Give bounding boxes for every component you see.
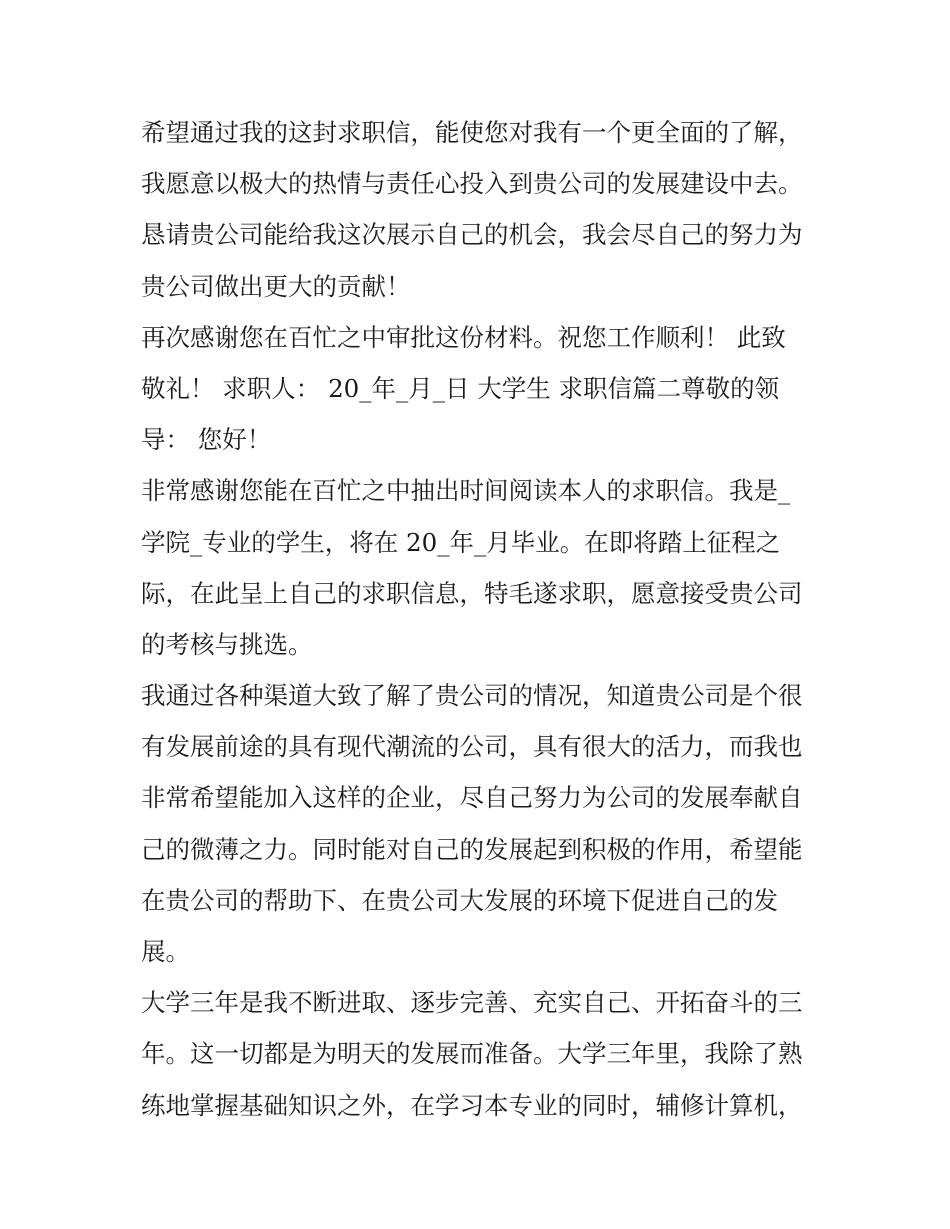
text-line: 学院_专业的学生，将在 20_年_月毕业。在即将踏上征程之 xyxy=(141,527,781,557)
text-line: 敬礼！ 求职人： 20_年_月_日 大学生 求职信篇二尊敬的领 xyxy=(141,373,780,403)
text-line: 际，在此呈上自己的求职信息，特毛遂求职，愿意接受贵公司 xyxy=(141,578,803,608)
text-line: 我通过各种渠道大致了解了贵公司的情况，知道贵公司是个很 xyxy=(141,681,803,711)
text-line: 再次感谢您在百忙之中审批这份材料。祝您工作顺利！ 此致 xyxy=(141,322,786,352)
text-line: 我愿意以极大的热情与责任心投入到贵公司的发展建设中去。 xyxy=(141,169,803,199)
text-line: 导： 您好！ xyxy=(141,425,272,455)
text-line: 大学三年是我不断进取、逐步完善、充实自己、开拓奋斗的三 xyxy=(141,988,803,1018)
text-line: 的考核与挑选。 xyxy=(141,629,313,659)
text-line: 非常感谢您能在百忙之中抽出时间阅读本人的求职信。我是_ xyxy=(141,476,791,506)
text-line: 展。 xyxy=(141,937,190,966)
text-line: 年。这一切都是为明天的发展而准备。大学三年里，我除了熟 xyxy=(141,1039,803,1069)
text-line: 恳请贵公司能给我这次展示自己的机会，我会尽自己的努力为 xyxy=(141,220,803,250)
letter-body xyxy=(141,107,821,1131)
text-line: 己的微薄之力。同时能对自己的发展起到积极的作用，希望能 xyxy=(141,834,803,864)
text-line: 有发展前途的具有现代潮流的公司，具有很大的活力，而我也 xyxy=(141,732,803,762)
text-line: 希望通过我的这封求职信，能使您对我有一个更全面的了解， xyxy=(141,118,803,147)
text-line: 练地掌握基础知识之外，在学习本专业的同时，辅修计算机， xyxy=(141,1090,803,1120)
text-line: 在贵公司的帮助下、在贵公司大发展的环境下促进自己的发 xyxy=(141,885,778,915)
text-line: 非常希望能加入这样的企业，尽自己努力为公司的发展奉献自 xyxy=(141,783,803,813)
text-line: 贵公司做出更大的贡献！ xyxy=(141,271,411,301)
